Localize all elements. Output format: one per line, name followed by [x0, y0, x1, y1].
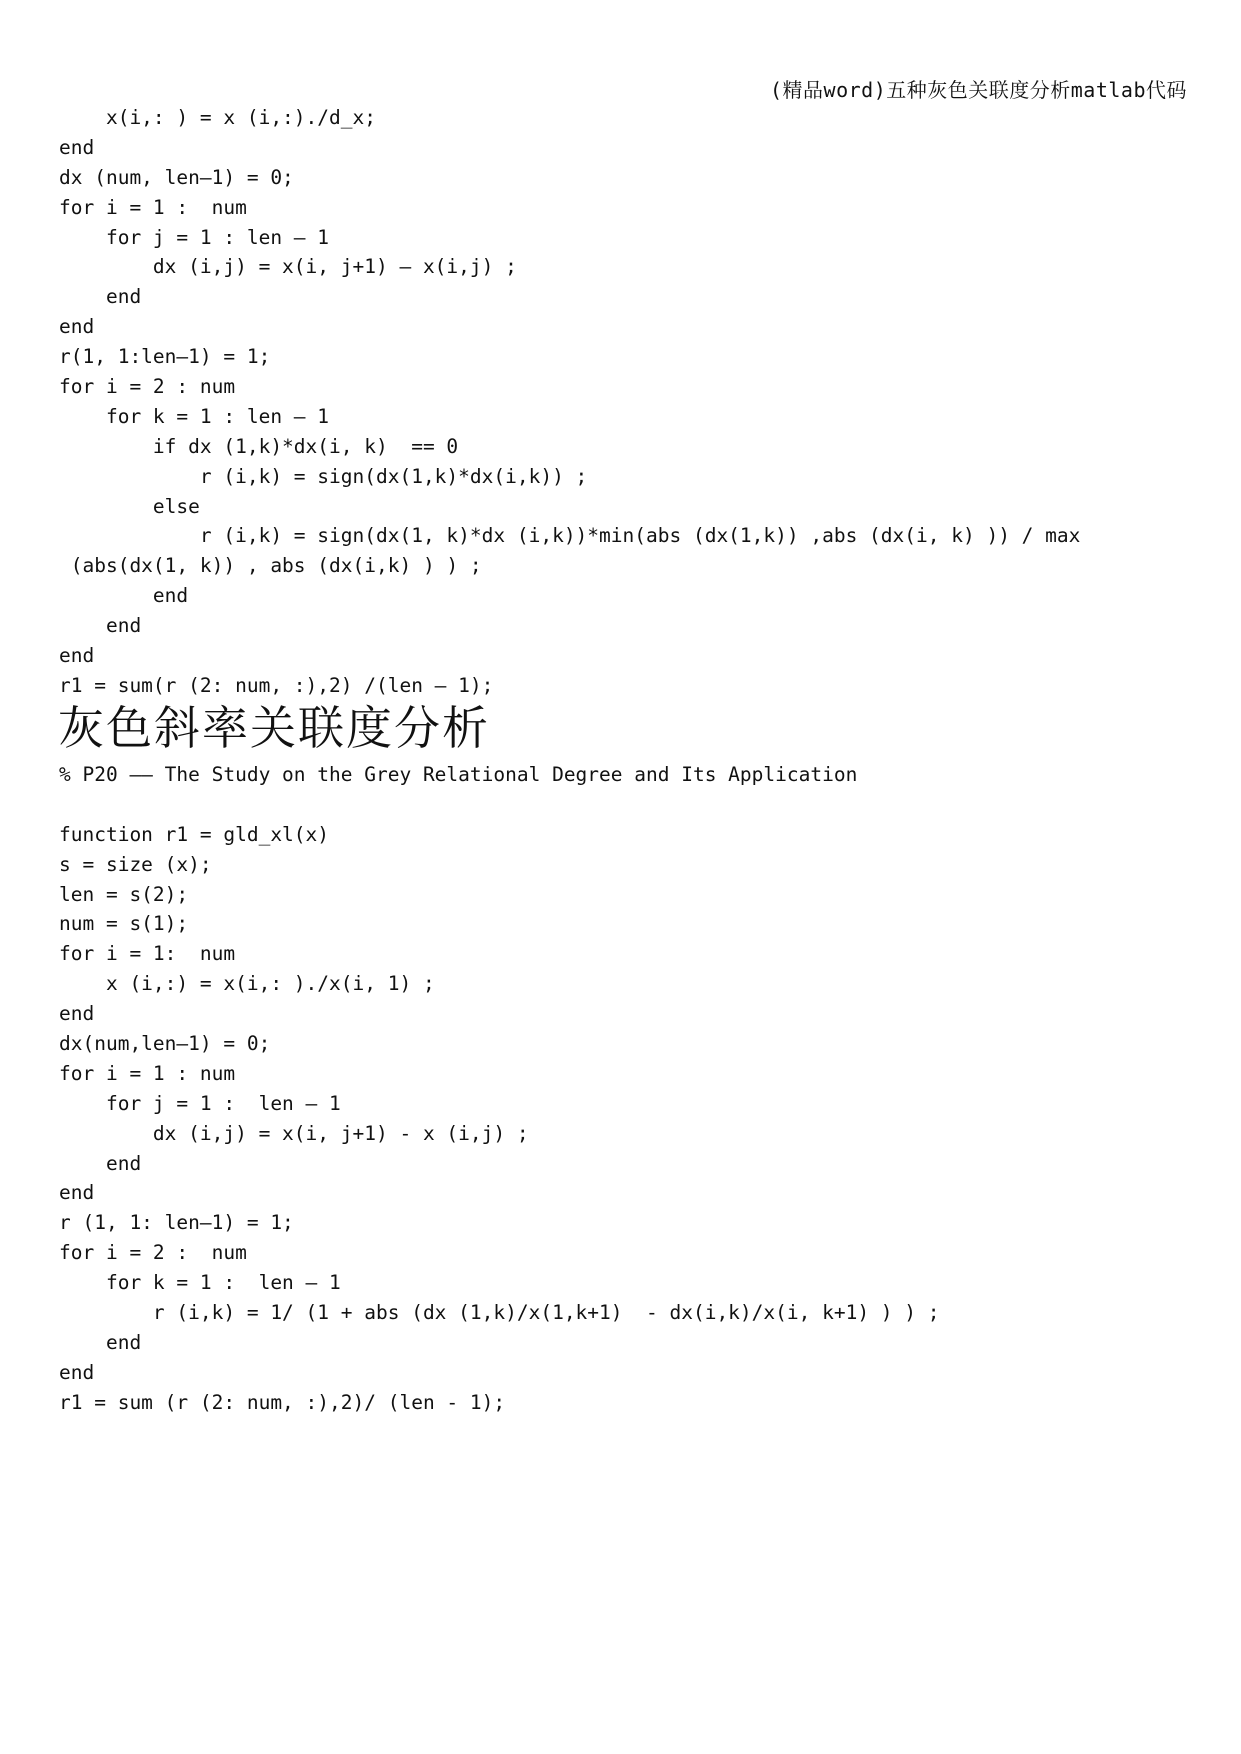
section-heading: 灰色斜率关联度分析	[58, 701, 490, 755]
code-line: for i = 1 : num	[59, 195, 247, 219]
code-line: end	[59, 1330, 142, 1354]
code-line: dx (num, len—1) = 0;	[59, 165, 294, 189]
code-line: end	[59, 1360, 95, 1384]
code-line: dx (i,j) = x(i, j+1) - x (i,j) ;	[59, 1121, 529, 1145]
code-line: end	[59, 315, 95, 339]
code-line: x(i,: ) = x (i,:)./d_x;	[59, 106, 376, 129]
code-line: dx (i,j) = x(i, j+1) — x(i,j) ;	[59, 255, 517, 279]
code-line: % P20 —— The Study on the Grey Relational Degree and Its Application	[59, 763, 858, 786]
code-line: for j = 1 : len — 1	[59, 1091, 341, 1115]
code-line: num = s(1);	[59, 912, 189, 936]
code-line: (abs(dx(1, k)) , abs (dx(i,k) ) ) ;	[59, 554, 482, 578]
code-line: for i = 2 : num	[59, 1241, 247, 1265]
code-line: r(1, 1:len—1) = 1;	[59, 345, 271, 369]
code-block-bottom	[59, 760, 940, 1418]
code-line: function r1 = gld_xl(x)	[59, 822, 330, 846]
code-line: if dx (1,k)*dx(i, k) == 0	[59, 434, 459, 458]
code-line: r (1, 1: len—1) = 1;	[59, 1211, 294, 1235]
code-line: for k = 1 : len — 1	[59, 1271, 341, 1295]
code-line: for i = 2 : num	[59, 375, 236, 399]
code-line: end	[59, 1151, 142, 1175]
code-line: end	[59, 135, 95, 159]
code-line: end	[59, 1002, 95, 1026]
code-line: dx(num,len—1) = 0;	[59, 1032, 271, 1056]
code-block-top	[59, 103, 1080, 701]
code-line: x (i,:) = x(i,: )./x(i, 1) ;	[59, 972, 435, 996]
code-line: r (i,k) = sign(dx(1,k)*dx(i,k)) ;	[59, 464, 588, 488]
code-line: end	[59, 1181, 95, 1205]
code-line	[59, 790, 940, 820]
code-line: r (i,k) = 1/ (1 + abs (dx (1,k)/x(1,k+1) - dx(i,k)/x(i, k+1) ) ) ;	[59, 1301, 940, 1325]
code-line: end	[59, 584, 189, 608]
code-line: for k = 1 : len — 1	[59, 404, 330, 428]
code-line: r1 = sum (r (2: num, :),2)/ (len - 1);	[59, 1390, 506, 1414]
code-line: for j = 1 : len — 1	[59, 225, 330, 249]
code-line: end	[59, 614, 142, 638]
code-line: s = size (x);	[59, 852, 212, 876]
code-line: else	[59, 494, 200, 518]
code-line: end	[59, 285, 142, 309]
code-line: r (i,k) = sign(dx(1, k)*dx (i,k))*min(abs (dx(1,k)) ,abs (dx(i, k) )) / max	[59, 524, 1081, 548]
code-line: end	[59, 644, 95, 668]
code-line: for i = 1 : num	[59, 1061, 236, 1085]
page-header-title: (精品word)五种灰色关联度分析matlab代码	[770, 78, 1187, 102]
code-line: r1 = sum(r (2: num, :),2) /(len — 1);	[59, 673, 494, 697]
code-line: for i = 1: num	[59, 942, 236, 966]
code-line: len = s(2);	[59, 882, 189, 906]
